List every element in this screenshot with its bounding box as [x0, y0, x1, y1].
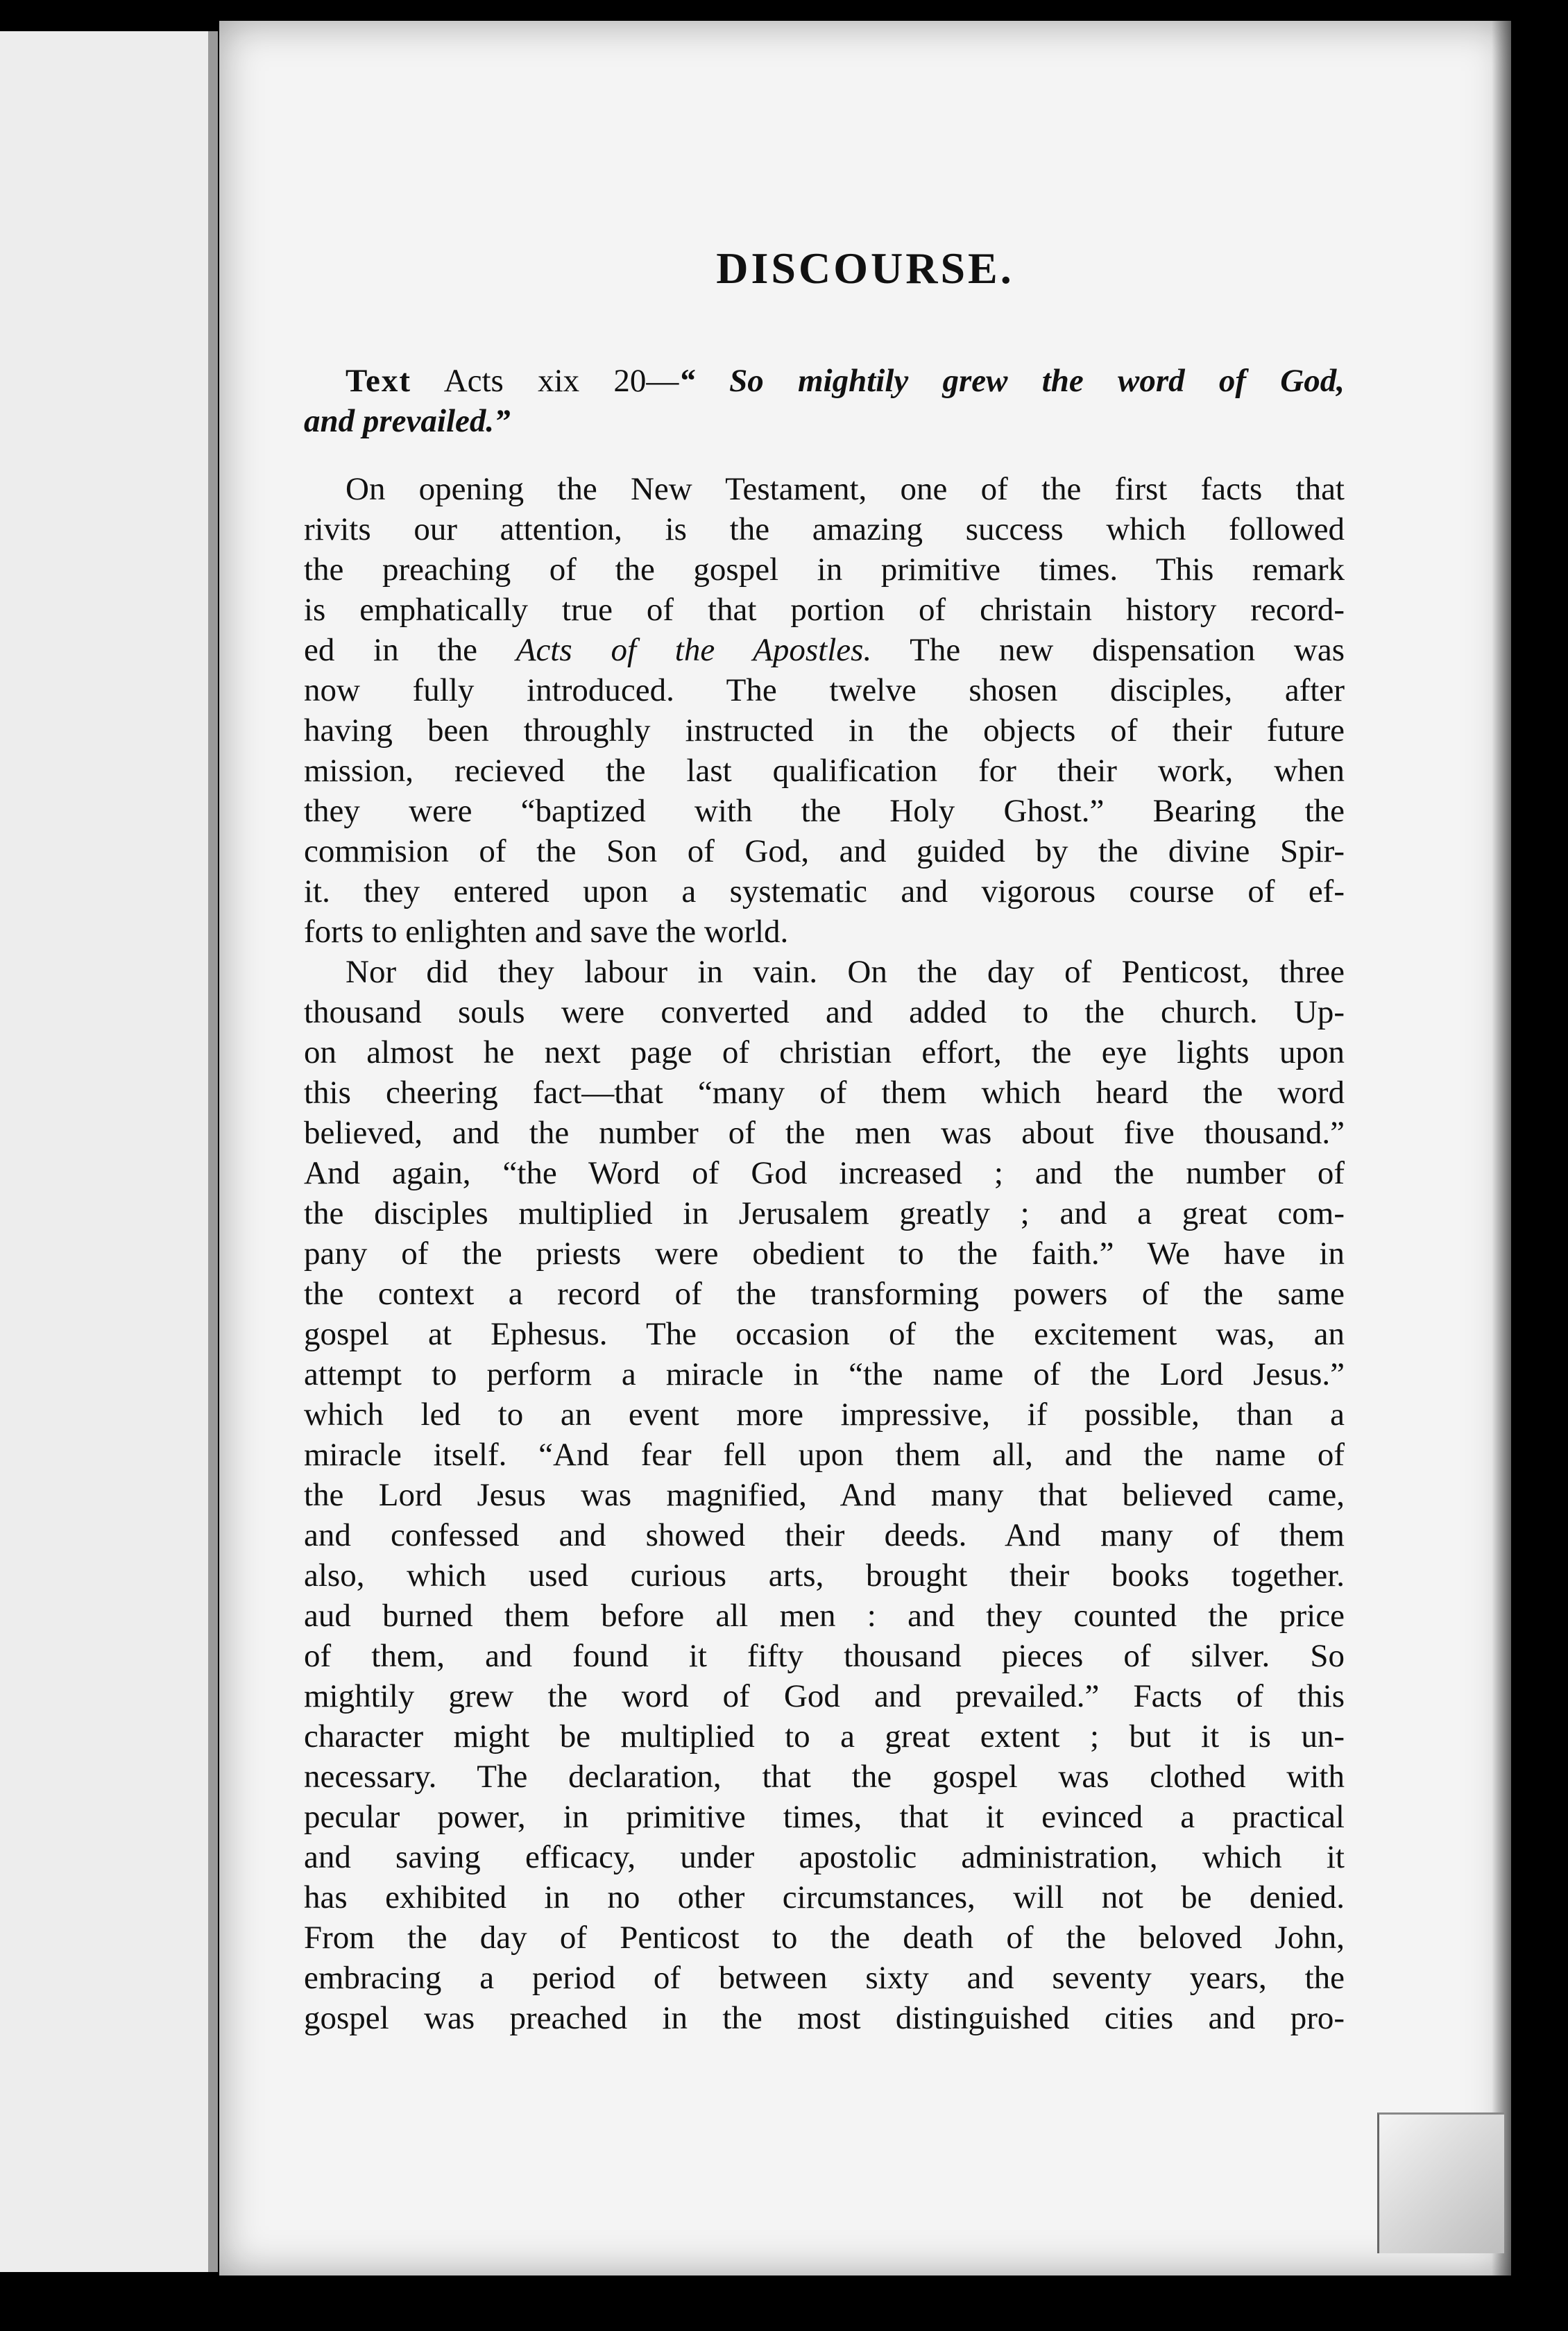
paragraph-line: pecular power, in primitive times, that it evinced a practical: [304, 1799, 1345, 1835]
paragraph-line: the Lord Jesus was magnified, And many that believed came,: [304, 1477, 1345, 1513]
page-gutter: [208, 31, 218, 2272]
paragraph-line: pany of the priests were obedient to the faith.” We have in: [304, 1236, 1345, 1272]
text-label: Text: [346, 363, 412, 399]
paragraph-line: attempt to perform a miracle in “the name of the Lord Jesus.”: [304, 1356, 1345, 1392]
page-title: DISCOURSE.: [716, 244, 1014, 293]
body-text: [304, 361, 1345, 2038]
paragraph-line: From the day of Penticost to the death of the beloved John,: [304, 1920, 1345, 1956]
scripture-reference: Acts xix 20—: [443, 363, 679, 399]
paragraph-line: Nor did they labour in vain. On the day of Penticost, three: [346, 954, 1345, 990]
paragraph-line: forts to enlighten and save the world.: [304, 914, 789, 950]
paragraph-line: aud burned them before all men : and they counted the price: [304, 1598, 1345, 1634]
paragraph-line: which led to an event more impressive, if possible, than a: [304, 1397, 1345, 1433]
paragraph-line: miracle itself. “And fear fell upon them all, and the name of: [304, 1437, 1345, 1473]
paragraph-line: now fully introduced. The twelve shosen disciples, after: [304, 672, 1345, 708]
paragraph-line: the context a record of the transforming powers of the same: [304, 1276, 1345, 1312]
book-title: Acts of the Apostles.: [515, 632, 872, 668]
scripture-text-line: [304, 401, 1345, 441]
paragraph-line: and confessed and showed their deeds. And many of them: [304, 1517, 1345, 1553]
paragraph-fragment: ed in the: [304, 632, 477, 668]
paragraph-line: and saving efficacy, under apostolic administration, which it: [304, 1839, 1345, 1875]
paragraph-line: thousand souls were converted and added to the church. Up-: [304, 994, 1345, 1030]
paragraph-line: On opening the New Testament, one of the first facts that: [346, 471, 1345, 507]
paragraph-line: it. they entered upon a systematic and vigorous course of ef-: [304, 873, 1345, 910]
paragraph-line: commision of the Son of God, and guided by the divine Spir-: [304, 833, 1345, 869]
paragraph-line: has exhibited in no other circumstances, will not be denied.: [304, 1879, 1345, 1915]
paragraph-fragment: The new dispensation was: [910, 632, 1345, 668]
scripture-text-line: [304, 361, 1345, 401]
paragraph-line: character might be multiplied to a great extent ; but it is un-: [304, 1718, 1345, 1754]
paragraph-line: having been throughly instructed in the objects of their future: [304, 712, 1345, 749]
paragraph-line: gospel at Ephesus. The occasion of the excitement was, an: [304, 1316, 1345, 1352]
scripture-quote: and prevailed.”: [304, 403, 511, 439]
paragraph-line: the disciples multiplied in Jerusalem greatly ; and a great com-: [304, 1195, 1345, 1231]
paragraph-line: [304, 630, 1345, 670]
paragraph-line: mission, recieved the last qualification for their work, when: [304, 753, 1345, 789]
paragraph-line: the preaching of the gospel in primitive times. This remark: [304, 552, 1345, 588]
paragraph-line: gospel was preached in the most distinguished cities and pro-: [304, 2000, 1345, 2036]
folded-corner: [1377, 2112, 1504, 2253]
paragraph-line: of them, and found it fifty thousand pieces of silver. So: [304, 1638, 1345, 1674]
page-edge-shadow: [1492, 21, 1512, 2276]
scripture-quote: “ So mightily grew the word of God,: [679, 363, 1345, 399]
paragraph-line: is emphatically true of that portion of christain history record-: [304, 592, 1345, 628]
paragraph-line: mightily grew the word of God and prevailed.” Facts of this: [304, 1678, 1345, 1714]
paragraph-line: believed, and the number of the men was about five thousand.”: [304, 1115, 1345, 1151]
paragraph-line: necessary. The declaration, that the gospel was clothed with: [304, 1759, 1345, 1795]
paragraph-line: And again, “the Word of God increased ; and the number of: [304, 1155, 1345, 1191]
facing-page-edge: [0, 31, 212, 2272]
paragraph-line: also, which used curious arts, brought their books together.: [304, 1557, 1345, 1594]
paragraph-line: this cheering fact—that “many of them which heard the word: [304, 1075, 1345, 1111]
paragraph-line: rivits our attention, is the amazing success which followed: [304, 511, 1345, 547]
paragraph-line: they were “baptized with the Holy Ghost.” Bearing the: [304, 793, 1345, 829]
paragraph-line: on almost he next page of christian effort, the eye lights upon: [304, 1034, 1345, 1070]
paragraph-line: embracing a period of between sixty and seventy years, the: [304, 1960, 1345, 1996]
